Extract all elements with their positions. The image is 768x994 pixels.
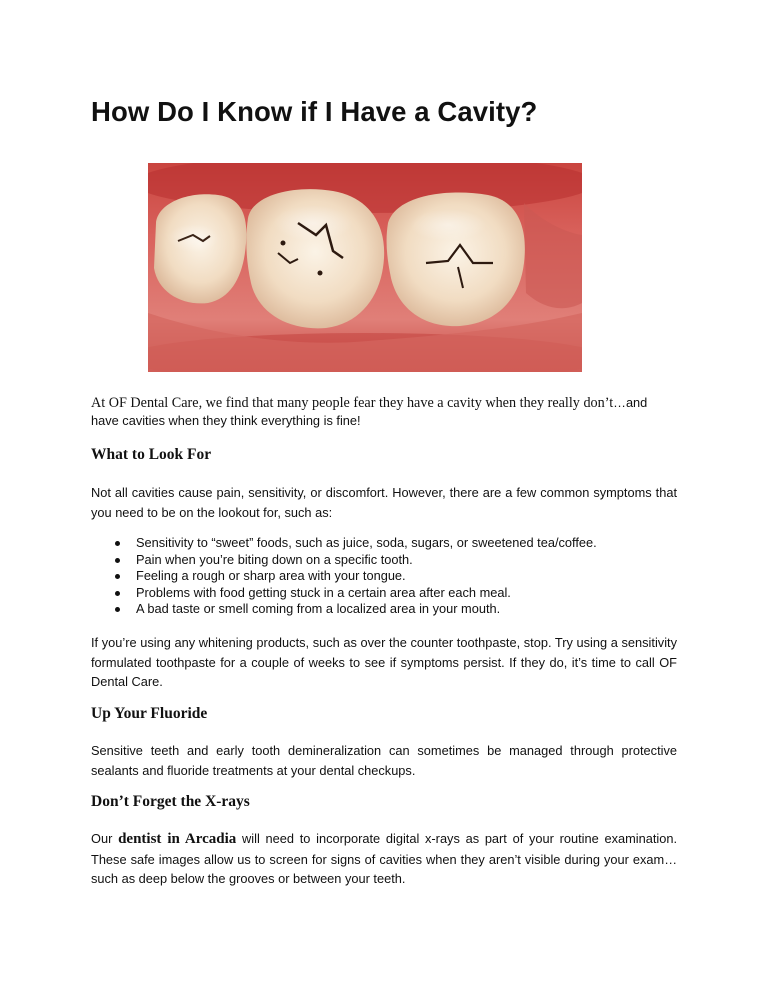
section-heading-up-your-fluoride: Up Your Fluoride	[91, 705, 208, 722]
section-heading-xrays: Don’t Forget the X-rays	[91, 793, 250, 810]
teeth-with-cavities-photo	[148, 163, 582, 372]
section3-text-rest: will need to incorporate digital x-rays as part of your routine examination. These safe images allow us to screen for signs of cavities when they aren’t visible during your exam…such as deep below the grooves or between your teeth.	[91, 831, 678, 886]
section2-paragraph: Sensitive teeth and early tooth demineralization can sometimes be managed through protective sealants and fluoride treatments at your dental checkups.	[91, 743, 677, 778]
list-item: Pain when you’re biting down on a specific tooth.	[91, 552, 597, 569]
intro-sans-text-2: have cavities when they think everything is fine!	[91, 413, 361, 428]
section-heading-what-to-look-for: What to Look For	[91, 446, 212, 463]
page-title: How Do I Know if I Have a Cavity?	[91, 96, 538, 127]
section3-paragraph	[91, 829, 677, 889]
list-item: Problems with food getting stuck in a certain area after each meal.	[91, 585, 597, 602]
intro-sans-text-1: …and	[613, 395, 648, 410]
list-item: A bad taste or smell coming from a localized area in your mouth.	[91, 601, 597, 618]
section1-paragraph: Not all cavities cause pain, sensitivity, or discomfort. However, there are a few common symptoms that you need to be on the lookout for, such as:	[91, 485, 677, 520]
section3-text-start: Our	[91, 831, 119, 846]
symptoms-list	[91, 535, 597, 618]
list-item: Feeling a rough or sharp area with your tongue.	[91, 568, 597, 585]
list-item: Sensitivity to “sweet” foods, such as juice, soda, sugars, or sweetened tea/coffee.	[91, 535, 597, 552]
intro-serif-text: At OF Dental Care, we find that many people fear they have a cavity when they really don’t	[91, 395, 614, 411]
dentist-link[interactable]: dentist in Arcadia	[118, 831, 237, 847]
intro-paragraph	[91, 394, 677, 430]
section1-closing-paragraph: If you’re using any whitening products, such as over the counter toothpaste, stop. Try using a sensitivity formulated toothpaste for a couple of weeks to see if symptoms persist. If they do, it’s time to call OF Dental Care.	[91, 635, 677, 689]
